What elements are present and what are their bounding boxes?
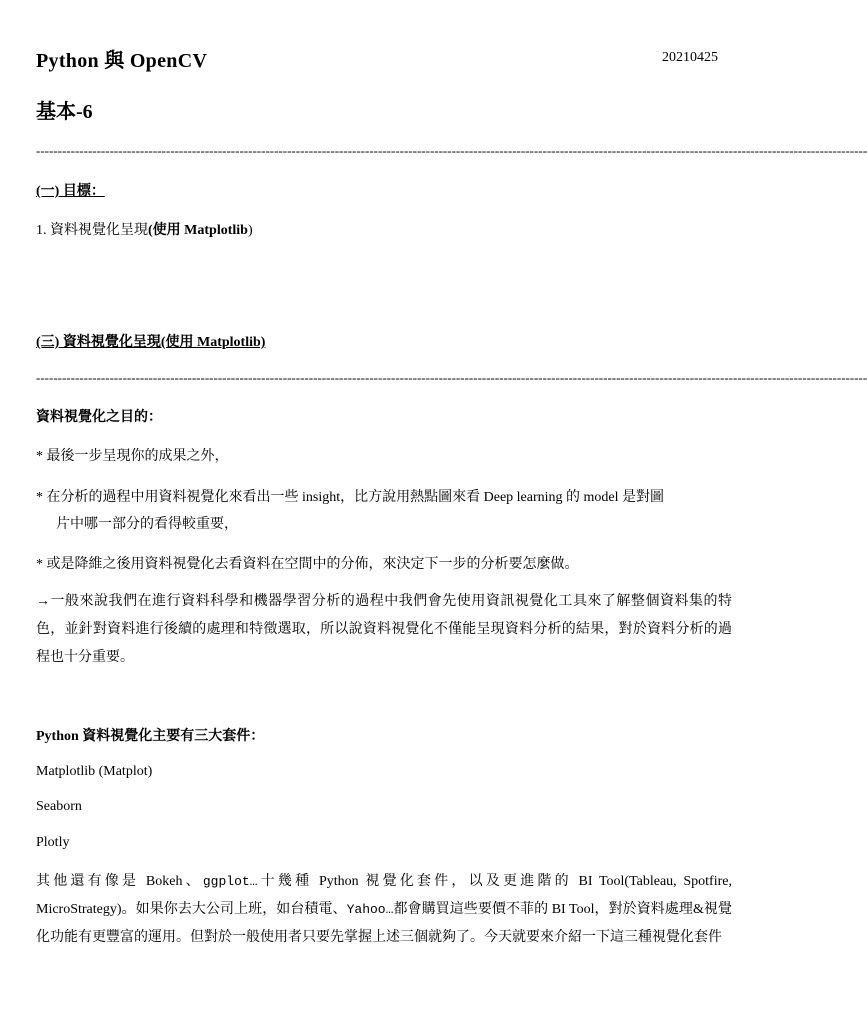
doc-subtitle: 基本-6 <box>36 101 93 123</box>
bullet-item: * 最後一步呈現你的成果之外， <box>36 449 229 464</box>
goal-item-text: 1. 資料視覺化呈現 <box>36 223 148 238</box>
paragraph-mono-text: Yahoo… <box>346 902 394 917</box>
summary-paragraph: →一般來說我們在進行資料科學和機器學習分析的過程中我們會先使用資訊視覺化工具來了解整個資料集的特色，並針對資料進行後續的處理和特徵選取，所以說資料視覺化不僅能呈現資料分析的結果，對於資料分析的過程也十分重要。 <box>36 594 732 665</box>
bullet-item-continuation: 片中哪一部分的看得較重要， <box>56 517 238 532</box>
paragraph-text: 十幾種 Python 視覺化套件，以及更進階的 BI Tool(Tableau, Spotfire, MicroStrategy)。如果你去大公司上班，如台積電、 <box>36 874 732 917</box>
packages-heading: Python 資料視覺化主要有三大套件： <box>36 729 265 744</box>
section-heading-goal: (一) 目標： <box>36 184 105 199</box>
bullet-item: * 在分析的過程中用資料視覺化來看出一些 insight，比方說用熱點圖來看 Deep learning 的 model 是對圖 <box>36 490 665 505</box>
package-item: Seaborn <box>36 799 82 814</box>
bullet-item: * 或是降維之後用資料視覺化去看資料在空間中的分佈，來決定下一步的分析要怎麼做。 <box>36 557 579 572</box>
divider-rule: ------------------------------------------------------------------------------------------------------------------------------------------------------------------------------------------------ <box>36 370 867 385</box>
goal-item-bold: (使用 Matplotlib <box>148 223 248 238</box>
section-heading-visualization: (三) 資料視覺化呈現(使用 Matplotlib) <box>36 335 266 350</box>
paragraph-text: 其他還有像是 Bokeh、 <box>36 874 203 889</box>
divider-rule: ------------------------------------------------------------------------------------------------------------------------------------------------------------------------------------------------ <box>36 143 867 158</box>
doc-title: Python 與 OpenCV <box>36 50 208 72</box>
doc-date: 20210425 <box>662 50 718 65</box>
paragraph-mono-text: ggplot… <box>202 874 258 889</box>
package-item: Matplotlib (Matplot) <box>36 764 153 779</box>
goal-item-suffix: ) <box>247 223 253 238</box>
goal-item-1 <box>36 219 253 239</box>
other-packages-paragraph <box>36 868 732 952</box>
paragraph-text: 都會購買這些要價不菲的 BI Tool，對於資料處理&視覺化功能有更豐富的運用。但對於一般使用者只要先掌握上述三個就夠了。今天就要來介紹一下這三種視覺化套件 <box>36 902 732 945</box>
purpose-heading: 資料視覺化之目的： <box>36 410 162 425</box>
package-item: Plotly <box>36 835 70 850</box>
